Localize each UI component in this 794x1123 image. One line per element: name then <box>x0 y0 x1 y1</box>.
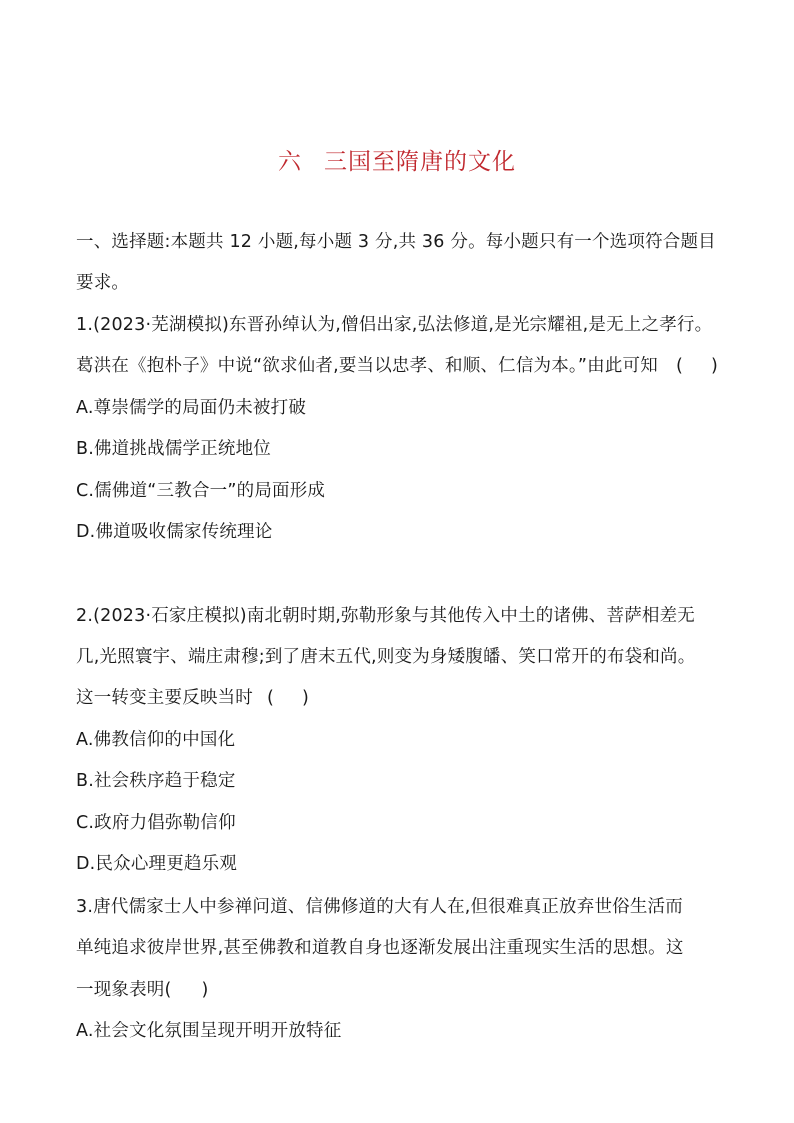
question-1-option-d: D.佛道吸收儒家传统理论 <box>76 522 273 542</box>
question-2-stem-text: 这一转变主要反映当时 <box>76 688 253 708</box>
question-2-option-a: A.佛教信仰的中国化 <box>76 730 236 750</box>
question-3-stem-line-1: 3.唐代儒家士人中参禅问道、信佛修道的大有人在,但很难真正放弃世俗生活而 <box>76 897 683 917</box>
question-2-stem-line-1: 2.(2023·石家庄模拟)南北朝时期,弥勒形象与其他传入中土的诸佛、菩萨相差无 <box>76 606 696 626</box>
question-3-stem-line-3 <box>76 978 209 1002</box>
question-1-option-b: B.佛道挑战儒学正统地位 <box>76 439 271 459</box>
page-title <box>0 143 794 176</box>
question-1-stem-line-2 <box>76 354 718 378</box>
question-1-option-c: C.儒佛道“三教合一”的局面形成 <box>76 481 326 501</box>
question-2-option-d: D.民众心理更趋乐观 <box>76 854 238 874</box>
question-1-answer-paren-close: ) <box>710 356 719 376</box>
question-3-stem-text: 一现象表明 <box>76 980 165 1000</box>
question-3-answer-paren-close: ) <box>201 980 209 1000</box>
question-2-option-c: C.政府力倡弥勒信仰 <box>76 813 236 833</box>
question-3-answer-paren-open: ( <box>164 980 172 1000</box>
question-2-answer-paren-open: ( <box>267 688 275 708</box>
question-1-answer-paren-open: ( <box>675 356 683 376</box>
title-number: 六 <box>278 149 302 175</box>
question-1-option-a: A.尊崇儒学的局面仍未被打破 <box>76 398 307 418</box>
question-2-answer-paren-close: ) <box>302 688 310 708</box>
question-1-stem-text: 葛洪在《抱朴子》中说“欲求仙者,要当以忠孝、和顺、仁信为本。”由此可知 <box>76 356 658 376</box>
question-2-option-b: B.社会秩序趋于稳定 <box>76 771 236 791</box>
question-3-stem-line-2: 单纯追求彼岸世界,甚至佛教和道教自身也逐渐发展出注重现实生活的思想。这 <box>76 938 684 958</box>
question-1-stem-line-1: 1.(2023·芜湖模拟)东晋孙绰认为,僧侣出家,弘法修道,是光宗耀祖,是无上之孝行。 <box>76 315 713 335</box>
section-instructions-line-1: 一、选择题:本题共 12 小题,每小题 3 分,共 36 分。每小题只有一个选项符合题目 <box>76 232 716 252</box>
title-text: 三国至隋唐的文化 <box>324 149 516 175</box>
question-3-option-a: A.社会文化氛围呈现开明开放特征 <box>76 1021 342 1041</box>
section-instructions-line-2: 要求。 <box>76 273 130 293</box>
question-2-stem-line-2: 几,光照寰宇、端庄肃穆;到了唐末五代,则变为身矮腹皤、笑口常开的布袋和尚。 <box>76 647 696 667</box>
question-2-stem-line-3 <box>76 686 309 710</box>
